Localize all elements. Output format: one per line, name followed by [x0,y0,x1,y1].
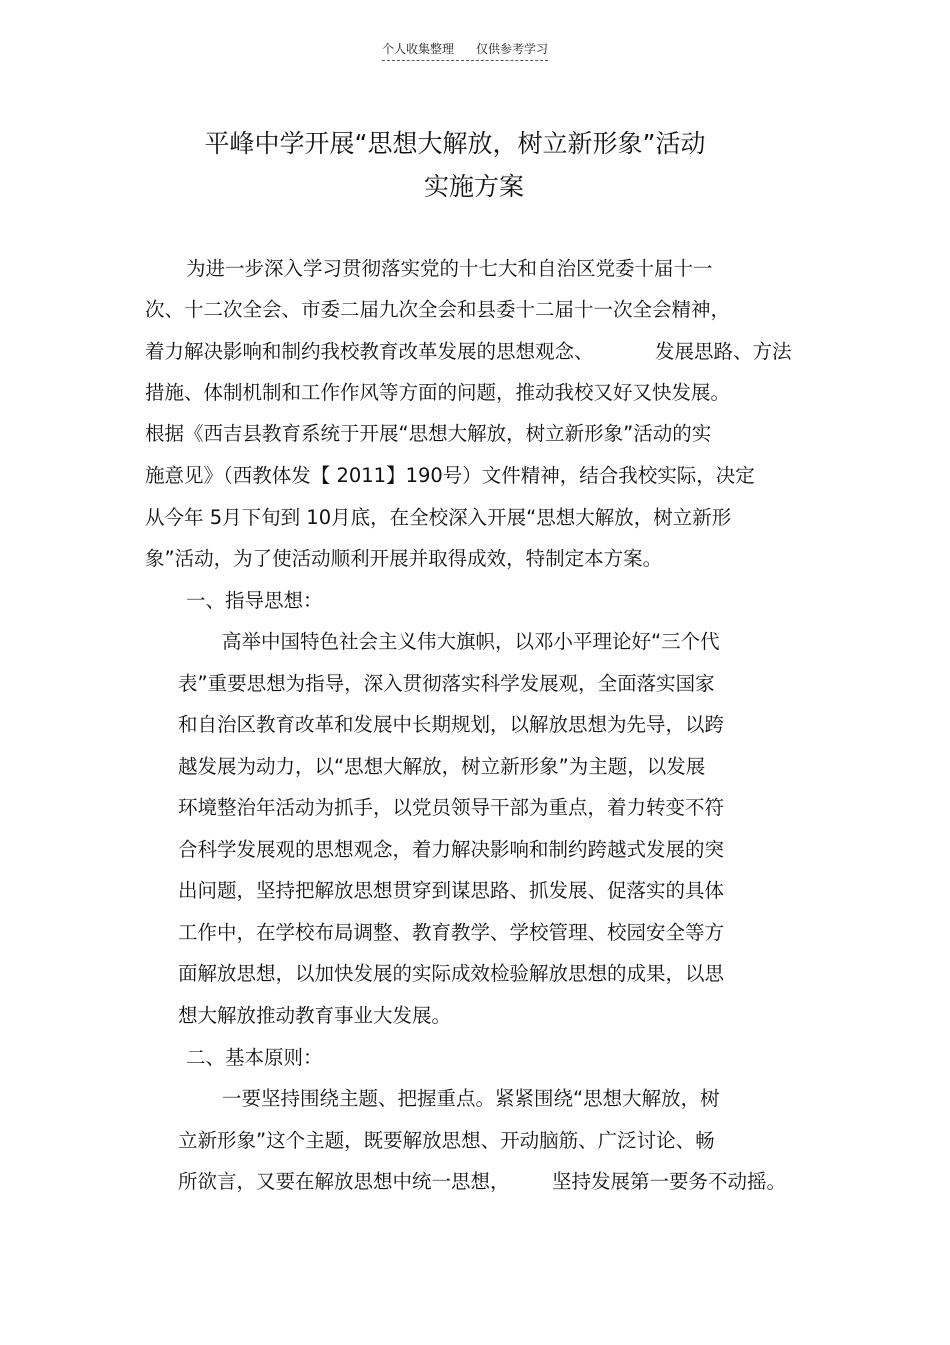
body-line-part: 坚持发展第一要务不动摇。 [552,1170,787,1193]
body-line-part: 所欲言，又要在解放思想中统一思想， [178,1170,510,1193]
body-line: 表”重要思想为指导，深入贯彻落实科学发展观，全面落实国家 [178,672,715,695]
body-line: 象”活动，为了使活动顺利开展并取得成效，特制定本方案。 [145,547,663,570]
body-line: 和自治区教育改革和发展中长期规划，以解放思想为先导，以跨 [178,713,725,736]
body-line: 工作中，在学校布局调整、教育教学、学校管理、校园安全等方 [178,921,725,944]
body-line: 合科学发展观的思想观念，着力解决影响和制约跨越式发展的突 [178,838,725,861]
body-line-part: 着力解决影响和制约我校教育改革发展的思想观念、 [145,340,594,363]
body-line: 从今年 5月下旬到 10月底，在全校深入开展“思想大解放，树立新形 [145,506,732,529]
body-line: 为进一步深入学习贯彻落实党的十七大和自治区党委十届十一 [186,257,713,280]
body-line: 施意见》（西教体发【 2011】190号）文件精神，结合我校实际，决定 [145,464,755,487]
body-line: 措施、体制机制和工作作风等方面的问题，推动我校又好又快发展。 [145,381,731,404]
body-line: 根据《西吉县教育系统于开展“思想大解放，树立新形象”活动的实 [145,422,712,445]
body-line: 面解放思想，以加快发展的实际成效检验解放思想的成果，以思 [178,962,725,985]
header-note-reference: 仅供参考学习 [476,42,549,56]
body-line: 一要坚持围绕主题、把握重点。紧紧围绕“思想大解放，树 [222,1087,720,1110]
body-line: 想大解放推动教育事业大发展。 [178,1004,452,1027]
document-title-line-1: 平峰中学开展“思想大解放，树立新形象”活动 [204,129,706,158]
body-line: 次、十二次全会、市委二届九次全会和县委十二届十一次全会精神， [145,298,731,321]
body-line-part: 发展思路、方法 [655,340,792,363]
body-line: 高举中国特色社会主义伟大旗帜，以邓小平理论好“三个代 [222,630,720,653]
header-note-collection: 个人收集整理 [382,42,455,56]
body-line: 越发展为动力，以“思想大解放，树立新形象”为主题，以发展 [178,755,706,778]
document-title-line-2: 实施方案 [423,172,524,201]
section-heading-guiding-thought: 一、指导思想： [186,589,323,612]
body-line: 出问题，坚持把解放思想贯穿到谋思路、抓发展、促落实的具体 [178,879,725,902]
body-line: 立新形象”这个主题，既要解放思想、开动脑筋、广泛讨论、畅 [178,1129,715,1152]
header-note [382,40,548,61]
section-heading-basic-principles: 二、基本原则： [186,1046,323,1069]
body-line: 环境整治年活动为抓手，以党员领导干部为重点，着力转变不符 [178,796,725,819]
